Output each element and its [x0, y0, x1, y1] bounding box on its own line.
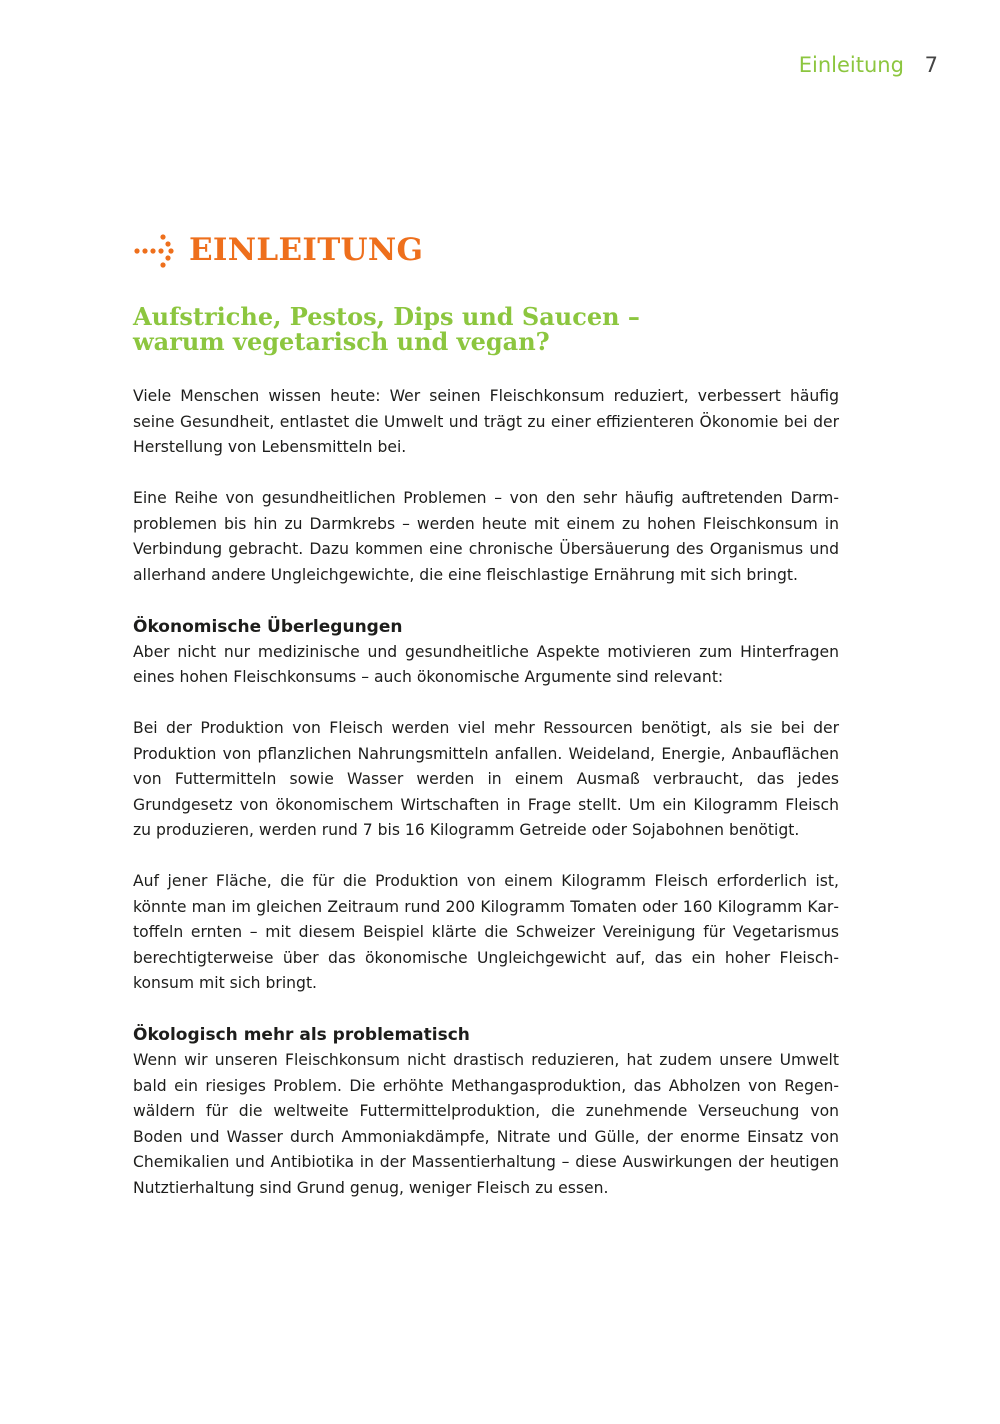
body-text — [133, 384, 839, 1227]
subtitle-line-2: warum vegetarisch und vegan? — [133, 327, 550, 356]
chapter-heading — [133, 230, 423, 270]
paragraph-intro: Viele Menschen wissen heute: Wer seinen Fleischkonsum reduziert, verbessert häufig seine Gesundheit, entlastet die Umwelt und trägt zu einer effizienteren Ökonomie bei der Herstellung von Lebensmitteln bei. — [133, 387, 839, 456]
running-header — [799, 50, 938, 80]
paragraph-health: Eine Reihe von gesundheitlichen Problemen – von den sehr häufig auftretenden Darmproblemen bis hin zu Darmkrebs – werden heute mit einem zu hohen Fleischkonsum in Verbindung gebracht. Dazu kommen eine chronische Übersäuerung des Organismus und allerhand andere Ungleichgewichte, die eine fleischlastige Ernährung mit sich bringt. — [133, 489, 839, 584]
subtitle-line-1: Aufstriche, Pestos, Dips und Saucen – — [133, 302, 640, 331]
paragraph-economic-intro: Aber nicht nur medizinische und gesundheitliche Aspekte motivieren zum Hinterfragen eines hohen Fleischkonsums – auch ökonomische Argumente sind relevant: — [133, 642, 839, 686]
paragraph-resources: Bei der Produktion von Fleisch werden viel mehr Ressourcen benötigt, als sie bei der Produktion von pflanzlichen Nahrungsmitteln anfallen. Weideland, Energie, Anbauflächen von Futtermitteln sowie Wasser werden in einem Ausmaß verbraucht, das jedes Grundgesetz von ökonomischem Wirtschaften in Frage stellt. Um ein Kilogramm Fleisch zu produzieren, werden rund 7 bis 16 Kilogramm Getreide oder Sojabohnen benötigt. — [133, 719, 839, 839]
page-subtitle — [133, 304, 853, 354]
running-header-section: Einleitung — [798, 53, 904, 77]
section-heading-economic: Ökonomische Überlegungen — [133, 616, 403, 637]
section-heading-ecological: Ökologisch mehr als problematisch — [133, 1025, 470, 1045]
chapter-title: EINLEITUNG — [189, 232, 424, 268]
paragraph-ecological: Wenn wir unseren Fleischkonsum nicht drastisch reduzieren, hat zudem unsere Umwelt bald ein riesiges Problem. Die erhöhte Methangasproduktion, das Abholzen von Regenwäldern für die weltweite Futtermittelproduktion, die zunehmende Verseuchung von Boden und Wasser durch Ammoniakdämpfe, Nitrate und Gülle, der enorme Einsatz von Chemikalien und Antibiotika in der Massentierhaltung – diese Auswirkungen der heutigen Nutztierhaltung sind Grund genug, weniger Fleisch zu essen. — [133, 1051, 839, 1197]
page-number: 7 — [924, 53, 938, 77]
paragraph-land-use: Auf jener Fläche, die für die Produktion von einem Kilogramm Fleisch erforderlich ist, könnte man im gleichen Zeitraum rund 200 Kilogramm Tomaten oder 160 Kilogramm Kartoffeln ernten – mit diesem Beispiel klärte die Schweizer Vereinigung für Vegetarismus berechtigterweise über das ökonomische Ungleichgewicht auf, das ein hoher Fleischkonsum mit sich bringt. — [133, 872, 839, 992]
dotted-arrow-icon — [133, 230, 181, 270]
